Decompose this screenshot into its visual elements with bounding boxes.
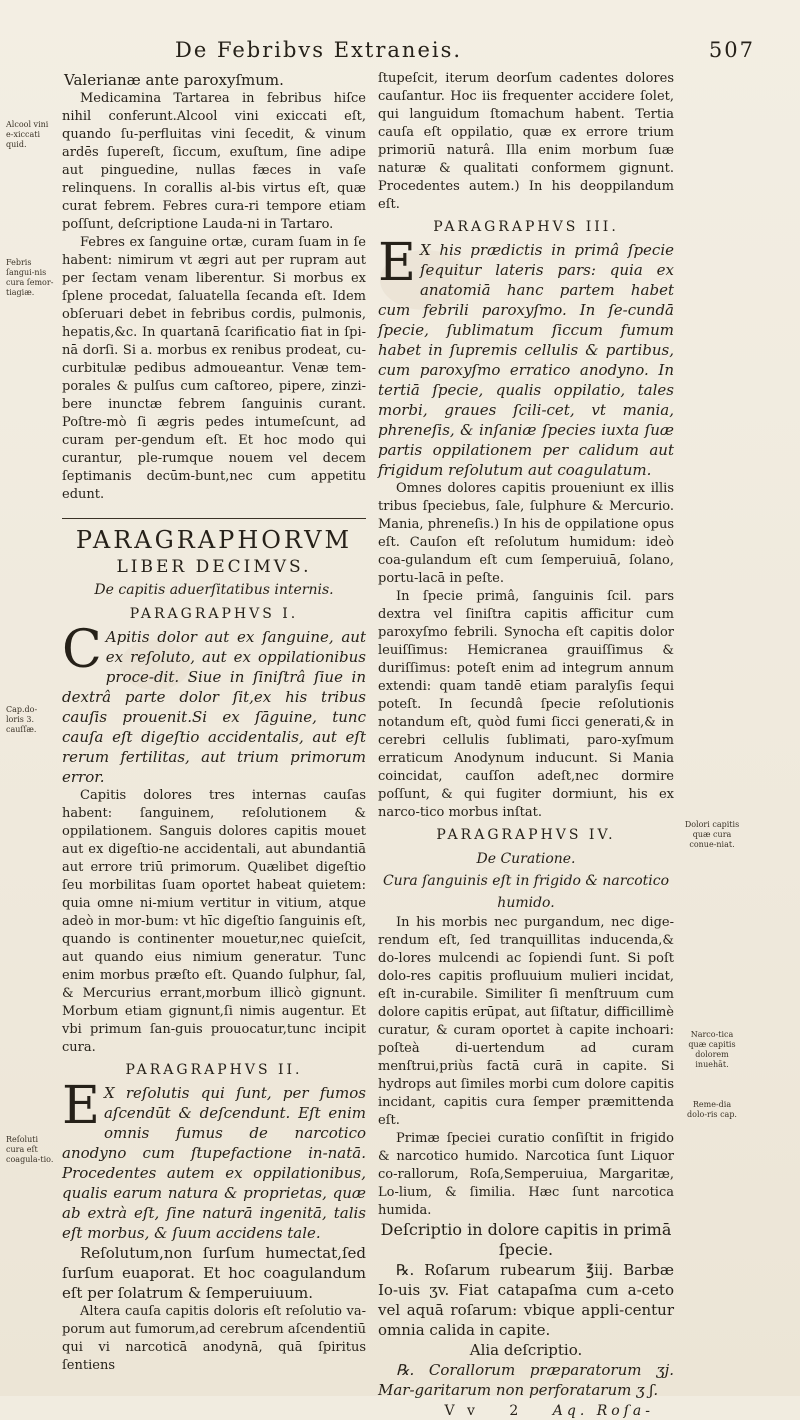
paragraph-text: Apitis dolor aut ex ſanguine, aut ex reſoluto, aut ex oppilationibus proce-dit. Siue in ſiniſtrâ ſiue in dextrâ parte dolor ſit,ex his tribus cauſis prouenit.Si ex ſāguine, tunc cauſa eſt digeſtio accidentalis, aut eſt rerum fertilitas, aut trium primorum error. bbox=[62, 628, 366, 786]
running-title: De Febribvs Extraneis. bbox=[175, 38, 463, 62]
paragraph: In ſpecie primâ, ſanguinis ſcil. pars dextra vel ſiniſtra capitis afficitur cum paroxyſmo febrili. Synocha eſt capitis dolor leuiſſimus: Hemicranea grauiſſimus & duriſſimus: poteſt enim ad integrum annum extendi: quam tandē etiam paralyſis ſequi poteſt. In ſecundâ ſpecie reſolutionis notandum eſt, quòd fumi ſicci generati,& in cerebri cellulis ſublimati, paro-xyſmum erraticum Anodynum inducunt. Si Mania coincidat, cauſſon adeſt,nec dormire poſſunt, & qui fugiter dormiunt, his ex narco-tico morbus inſtat. bbox=[378, 589, 674, 820]
liber-subtitle: De capitis aduerſitatibus internis. bbox=[94, 582, 334, 598]
paragraph-text: X his prædictis in primâ ſpecie ſequitur lateris pars: quia ex anatomiā hanc partem habet cum febrili paroxyſmo. In ſe-cundā ſpecie, ſublimatum ſiccum fumum habet in ſupremis cellulis & partibus, cum paroxyſmo erratico anodyno. In tertiā ſpecie, qualis oppilatio, tales morbi, graues ſcili-cet, vt mania, phreneſis, & inſaniæ ſpecies iuxta ſuæ partis oppilationem per calidum aut frigidum reſolutum aut coagulatum. bbox=[378, 241, 674, 479]
drop-cap: E bbox=[378, 233, 416, 293]
signature-line bbox=[378, 1402, 674, 1420]
liber-heading: LIBER DECIMVS. bbox=[116, 557, 312, 577]
paragraph-heading: PARAGRAPHVS III. bbox=[433, 219, 619, 235]
paragraph-subheading: Cura ſanguinis eſt in frigido & narcotico humido. bbox=[382, 873, 670, 911]
paragraph: Reſolutum,non ſurſum humectat,ſed ſurſum euaporat. Et hoc coagulandum eſt per ſolatrum & ſemperuiuum. bbox=[62, 1244, 366, 1302]
drop-cap: E bbox=[62, 1076, 100, 1136]
recipe: ℞. Roſarum rubearum ℥iij. Barbæ Io-uis ʒv. Fiat catapaſma cum a-ceto vel aquā roſarum: vbique appli-centur omnia calida in capite. bbox=[378, 1261, 674, 1339]
paragraph: Altera cauſa capitis doloris eſt reſolutio va-porum aut fumorum,ad cerebrum aſcendentiū qui vi narcoticā anodynā, quā ſpiritus ſentiens bbox=[62, 1304, 366, 1373]
section-rule bbox=[62, 518, 366, 519]
paragraph: Capitis dolores tres internas cauſas habent: ſanguinem, reſolutionem & oppilationem. Sanguis dolores capitis mouet aut ex digeſtio-ne accidentali, aut abundantiā aut errore triū primorum. Quælibet digeſtio ſeu morbilitas ſuam oportet habeat quietem: quia omne ni-mium vertitur in vitium, atque adeò in mor-bum: vt hīc digeſtio ſanguinis eſt, quando is continenter mouetur,nec quieſcit, aut quando eius nimium generatur. Tunc enim morbus præſto eſt. Quando ſulphur, ſal, & Mercurius errant,morbum illicò gignunt. Morbum etiam gignunt,ſi nimis augentur. Et vbi primum ſan-guis prouocatur,tunc incipit cura. bbox=[62, 788, 366, 1055]
paragraph-heading: PARAGRAPHVS I. bbox=[129, 606, 299, 622]
paragraph: Valerianæ ante paroxyſmum. bbox=[64, 71, 284, 89]
margin-note-resoluti: Reſoluti cura eſt coagula-tio. bbox=[6, 1135, 54, 1164]
margin-note-capdolor: Cap.do-loris 3. cauſſæ. bbox=[6, 705, 38, 734]
recipe-heading: Deſcriptio in dolore capitis in primā bbox=[380, 1220, 672, 1239]
signature-mark: V v bbox=[444, 1403, 479, 1419]
margin-note-narcotica: Narco-tica quæ capitis dolorem inuehāt. bbox=[688, 1030, 736, 1069]
book-heading: PARAGRAPHORVM bbox=[75, 526, 353, 554]
paragraph-heading: PARAGRAPHVS II. bbox=[125, 1062, 303, 1078]
drop-cap: C bbox=[62, 620, 102, 680]
running-head bbox=[175, 38, 755, 68]
paragraph-subheading: De Curatione. bbox=[476, 851, 576, 867]
recipe: ℞. Corallorum præparatorum ʒj. Mar-garitarum non perforatarum ʒ ʃ. bbox=[378, 1361, 674, 1399]
paragraph: Omnes dolores capitis proueniunt ex illis tribus ſpeciebus, ſale, ſulphure & Mercurio. Mania, phreneſis.) In his de oppilatione opus eſt. Cauſon eſt reſolutum humidum: ideò coa-gulandum eſt cum ſemperuiuā, ſolano, portu-lacā in peſte. bbox=[378, 481, 674, 586]
paragraph-italic bbox=[378, 233, 674, 480]
recipe-heading: Alia deſcriptio. bbox=[469, 1341, 583, 1359]
paragraph: Febres ex ſanguine ortæ, curam ſuam in ſe habent: nimirum vt ægri aut per rupram aut per ſectam venam liberentur. Si morbus ex ſplene procedat, ſaluatella ſecanda eſt. Idem obſeruari debet in febribus cordis, pulmonis, hepatis,&c. In quartanā ſcarificatio fiat in ſpi-nā dorſi. Si a. morbus ex renibus prodeat, cu-curbitulæ pedibus admoueantur. Venæ tem-porales & pulſus cum caſtoreo, pipere, zinzi-bere inunctæ febrem ſanguinis curant. Poſtre-mò ſi ægris pedes intumeſcunt, ad curam per-gendum eſt. Et hoc modo qui curantur, ple-rumque nouem vel decem ſeptimanis decūm-bunt,nec cum appetitu edunt. bbox=[62, 235, 366, 502]
right-column bbox=[378, 70, 674, 1420]
signature-number: 2 bbox=[509, 1403, 523, 1419]
paragraph: ſtupeſcit, iterum deorſum cadentes dolores cauſantur. Hoc iis frequenter accidere ſolet, qui languidum ſtomachum habent. Tertia cauſa eſt oppilatio, quæ ex errore trium primoriū naturâ. Illa enim morbum ſuæ naturæ & qualitati conformem gignunt. Procedentes autem.) In his deoppilandum eſt. bbox=[378, 71, 674, 212]
margin-note-febris: Febris ſangui-nis cura ſemor-tiagiæ. bbox=[6, 258, 54, 297]
paragraph: In his morbis nec purgandum, nec dige-rendum eſt, ſed tranquillitas inducenda,& do-lores mulcendi ac ſopiendi ſunt. Si poſt dolo-res capitis profluuium mulieri incidat, eſt in-curabile. Similiter ſi menſtruum cum dolore capitis erūpat, aut ſiſtatur, difficillimè curatur, & curam oportet à capite inchoari: poſteà di-uertendum ad curam menſtrui,priùs factā curā in capite. Si hydrops aut ſimiles morbi cum dolore capitis incidant, capitis cura ſemper præmittenda eſt. bbox=[378, 915, 674, 1128]
margin-note-remedia: Reme-dia dolo-ris cap. bbox=[687, 1100, 737, 1119]
recipe-heading: ſpecie. bbox=[498, 1240, 554, 1259]
paragraph: Primæ ſpeciei curatio conſiſtit in frigido & narcotico humido. Narcotica ſunt Liquor co-rallorum, Roſa,Semperuiua, Margaritæ, Lo-lium, & ſimilia. Hæc ſunt narcotica humida. bbox=[378, 1131, 674, 1218]
paragraph-italic bbox=[62, 1076, 366, 1243]
margin-note-alcool: Alcool vini e-xiccati quid. bbox=[6, 120, 49, 149]
paragraph-heading: PARAGRAPHVS IV. bbox=[436, 827, 616, 843]
paragraph: Medicamina Tartarea in febribus hiſce nihil conferunt.Alcool vini exiccati eſt, quando ſu-perfluitas vini ſecedit, & vinum ardēs ſupereſt, ſiccum, exuſtum, ſine adipe aut pinguedine, nullas fæces in vaſe relinquens. In corallis al-bis virtus eſt, quæ curat febrem. Febres cura-ri tempore etiam poſſunt, deſcriptione Lauda-ni in Tartaro. bbox=[62, 91, 366, 232]
catchword: Aq. Roſa- bbox=[552, 1403, 654, 1419]
paragraph-italic bbox=[62, 620, 366, 787]
left-column bbox=[62, 70, 366, 1375]
page-number: 507 bbox=[708, 38, 755, 62]
paragraph-text: X reſolutis qui ſunt, per fumos aſcendūt & deſcendunt. Eſt enim omnis fumus de narcotico anodyno cum ſtupefactione in-natā. Procedentes autem ex oppilationibus, qualis earum natura & proprietas, quæ ab extrà eſt, ſine naturā ingenitā, talis eſt morbus, & ſuum accidens tale. bbox=[62, 1084, 366, 1242]
margin-note-dolori: Dolori capitis quæ cura conue-niat. bbox=[684, 820, 740, 849]
